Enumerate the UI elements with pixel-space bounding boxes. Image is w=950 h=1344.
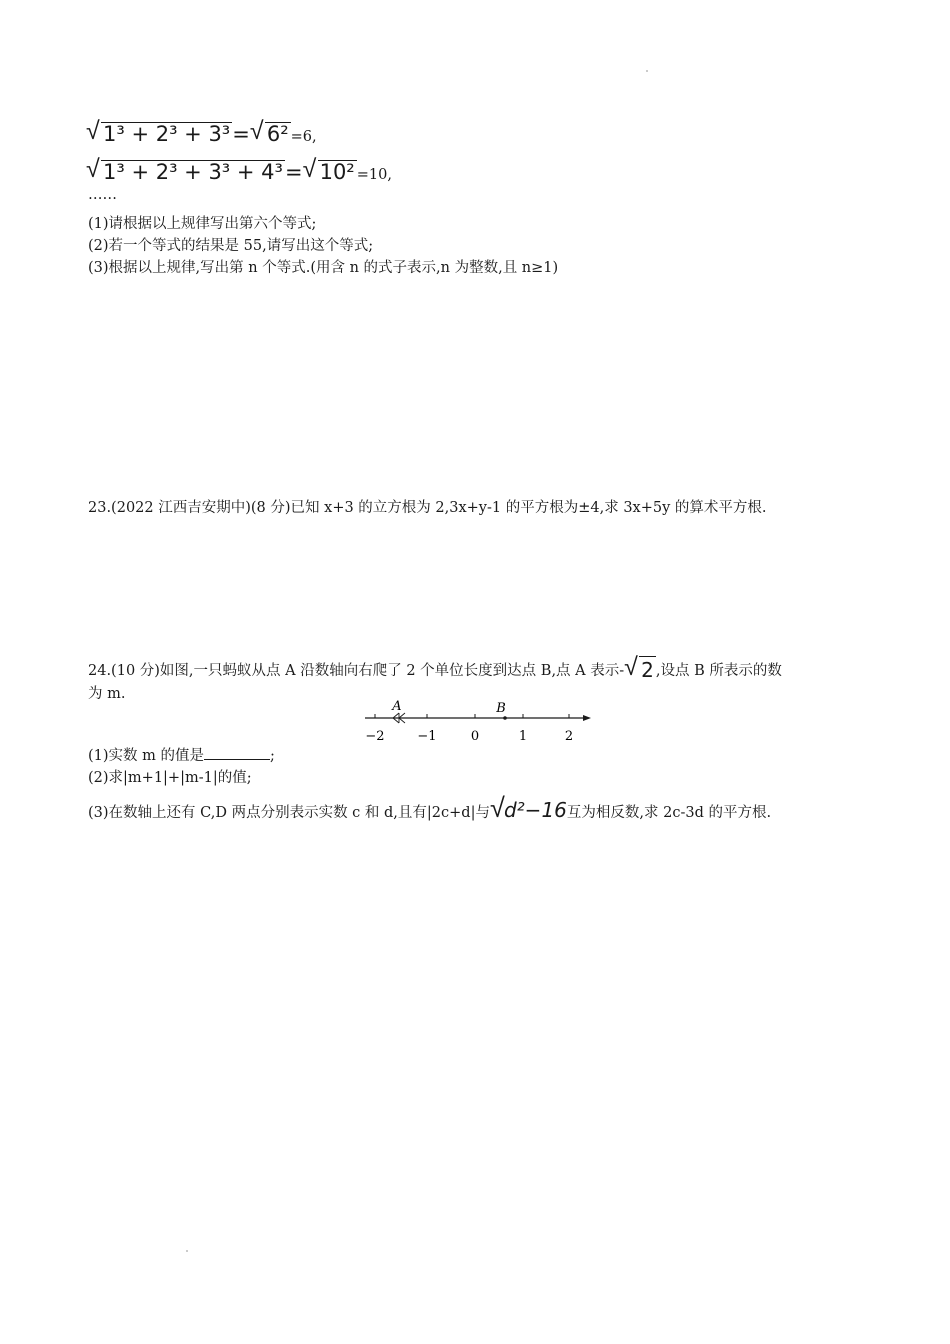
pattern-line-1: √ 1³ + 2³ + 3³= √ 6² =6, <box>86 116 317 146</box>
q24-intro-a: 24.(10 分)如图,一只蚂蚁从点 A 沿数轴向右爬了 2 个单位长度到达点 B,点 A 表示- <box>88 663 625 679</box>
point-b-dot <box>503 716 507 720</box>
radical-sum-2: √ 1³ + 2³ + 3³ + 4³ <box>86 154 283 184</box>
radicand-sum-2: 1³ + 2³ + 3³ + 4³ <box>103 160 283 184</box>
radical-square-1: √ 6² <box>249 116 289 146</box>
question-24-intro <box>88 654 782 680</box>
question-24-1 <box>88 744 275 765</box>
result-1: =6, <box>290 129 317 145</box>
q24-1-text: (1)实数 m 的值是 <box>88 748 205 764</box>
sqrt-2-radicand: 2 <box>641 658 654 682</box>
sqrt-d2-minus-16: √ d²−16 <box>489 793 567 824</box>
scan-speck-top <box>646 70 648 72</box>
radicand-square-1: 6² <box>266 122 289 146</box>
label-point-b: B <box>496 701 506 716</box>
radicand-sum-1: 1³ + 2³ + 3³ <box>103 122 231 146</box>
radicand-square-2: 10² <box>319 160 355 184</box>
question-24-2: (2)求|m+1|+|m-1|的值; <box>88 770 252 786</box>
tick-label-1: 1 <box>518 729 528 744</box>
q24-intro-b: ,设点 B 所表示的数 <box>655 663 782 679</box>
question-22-3: (3)根据以上规律,写出第 n 个等式.(用含 n 的式子表示,n 为整数,且 n≥1) <box>88 260 559 276</box>
question-22-1: (1)请根据以上规律写出第六个等式; <box>88 216 317 232</box>
pattern-line-2: √ 1³ + 2³ + 3³ + 4³= √ 10² =10, <box>86 154 392 184</box>
sqrt-d2-minus-16-radicand: d²−16 <box>503 798 567 822</box>
ellipsis: …… <box>88 187 117 203</box>
sqrt-2: √ 2 <box>624 652 654 682</box>
answer-blank[interactable] <box>204 746 270 760</box>
radical-sum-1: √ 1³ + 2³ + 3³ <box>86 116 231 146</box>
label-point-a: A <box>392 699 402 714</box>
question-23: 23.(2022 江西吉安期中)(8 分)已知 x+3 的立方根为 2,3x+y-1 的平方根为±4,求 3x+5y 的算术平方根. <box>88 500 767 516</box>
number-line-arrow <box>583 715 591 721</box>
question-22-2: (2)若一个等式的结果是 55,请写出这个等式; <box>88 238 374 254</box>
q24-3-text-b: 互为相反数,求 2c-3d 的平方根. <box>566 805 772 821</box>
q24-3-text-a: (3)在数轴上还有 C,D 两点分别表示实数 c 和 d,且有|2c+d|与 <box>88 805 490 821</box>
result-2: =10, <box>356 167 392 183</box>
tick-label-neg2: −2 <box>365 729 385 744</box>
scan-speck-bottom <box>186 1250 188 1252</box>
tick-label-0: 0 <box>470 729 480 744</box>
question-24-3 <box>88 793 772 824</box>
tick-label-neg1: −1 <box>417 729 437 744</box>
question-24-intro-line-2: 为 m. <box>88 686 126 702</box>
q24-1-end: ; <box>270 748 275 764</box>
tick-label-2: 2 <box>564 729 574 744</box>
radical-square-2: √ 10² <box>302 154 355 184</box>
number-line-figure <box>355 696 595 744</box>
